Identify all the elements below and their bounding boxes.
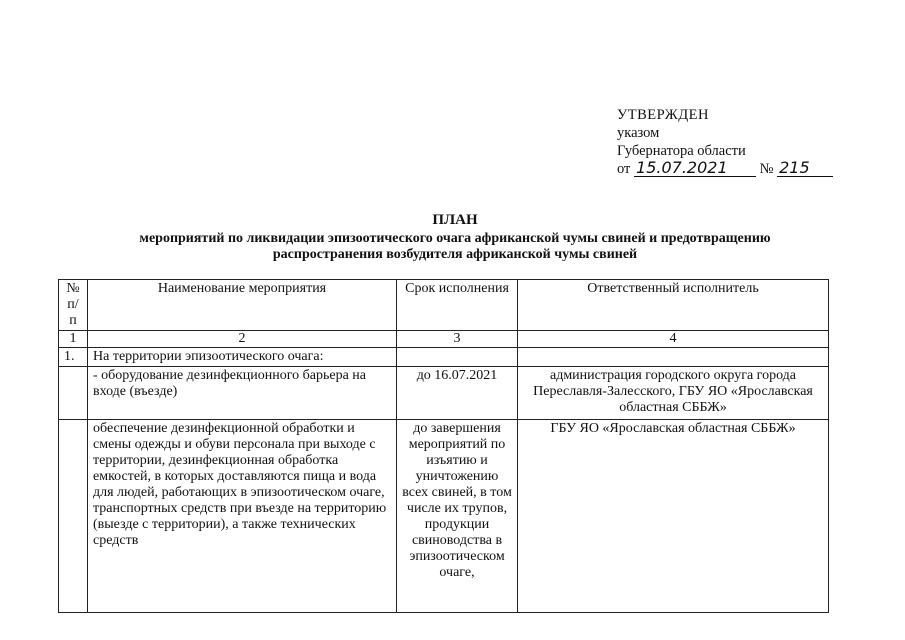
row-num-cell [59, 367, 88, 420]
column-number-cell: 3 [397, 331, 518, 348]
column-number-cell: 1 [59, 331, 88, 348]
row-num-cell [59, 420, 88, 613]
approval-block [617, 106, 833, 178]
row-term-cell [397, 348, 518, 367]
header-cell-num: № п/п [59, 280, 88, 331]
title-line-2: мероприятий по ликвидации эпизоотического очага африканской чумы свиней и предотвращению [139, 231, 771, 246]
approval-decree: указом [617, 125, 660, 141]
title-plan: ПЛАН [432, 212, 478, 228]
plan-table [58, 279, 829, 613]
header-cell-name: Наименование мероприятия [88, 280, 397, 331]
approval-signature-line [617, 160, 833, 178]
row-term-cell: до 16.07.2021 [397, 367, 518, 420]
approval-date: 15.07.2021 [634, 160, 756, 177]
approval-title: УТВЕРЖДЕН [617, 107, 709, 123]
column-number-cell: 2 [88, 331, 397, 348]
column-number-cell: 4 [518, 331, 829, 348]
row-num-cell: 1. [59, 348, 88, 367]
row-executor-cell [518, 348, 829, 367]
row-executor-cell: администрация городского округа города Переславля-Залесского, ГБУ ЯО «Ярославская областная СББЖ» [518, 367, 829, 420]
row-term-cell: до завершения мероприятий по изъятию и уничтожению всех свиней, в том числе их трупов, продукции свиноводства в эпизоотическом очаге, [397, 420, 518, 613]
approval-number: 215 [777, 160, 833, 177]
column-number-row [59, 331, 829, 348]
row-name-cell: обеспечение дезинфекционной обработки и смены одежды и обуви персонала при выходе с территории, дезинфекционная обработка емкостей, в которых доставляются пища и вода для людей, работающих в эпизоотическом очаге, транспортных средств при въезде на территорию (выезде с территории), а также технических средств [88, 420, 397, 613]
approval-number-sign: № [759, 161, 774, 177]
approval-date-prefix: от [617, 161, 631, 177]
document-title [90, 212, 820, 263]
table-row [59, 348, 829, 367]
title-line-3: распространения возбудителя африканской чумы свиней [272, 247, 638, 262]
table-row [59, 420, 829, 613]
approval-authority: Губернатора области [617, 143, 746, 159]
header-cell-executor: Ответственный исполнитель [518, 280, 829, 331]
table-row [59, 367, 829, 420]
header-cell-term: Срок исполнения [397, 280, 518, 331]
row-name-cell: - оборудование дезинфекционного барьера на входе (въезде) [88, 367, 397, 420]
row-name-cell: На территории эпизоотического очага: [88, 348, 397, 367]
row-executor-cell: ГБУ ЯО «Ярославская областная СББЖ» [518, 420, 829, 613]
table-header-row [59, 280, 829, 331]
